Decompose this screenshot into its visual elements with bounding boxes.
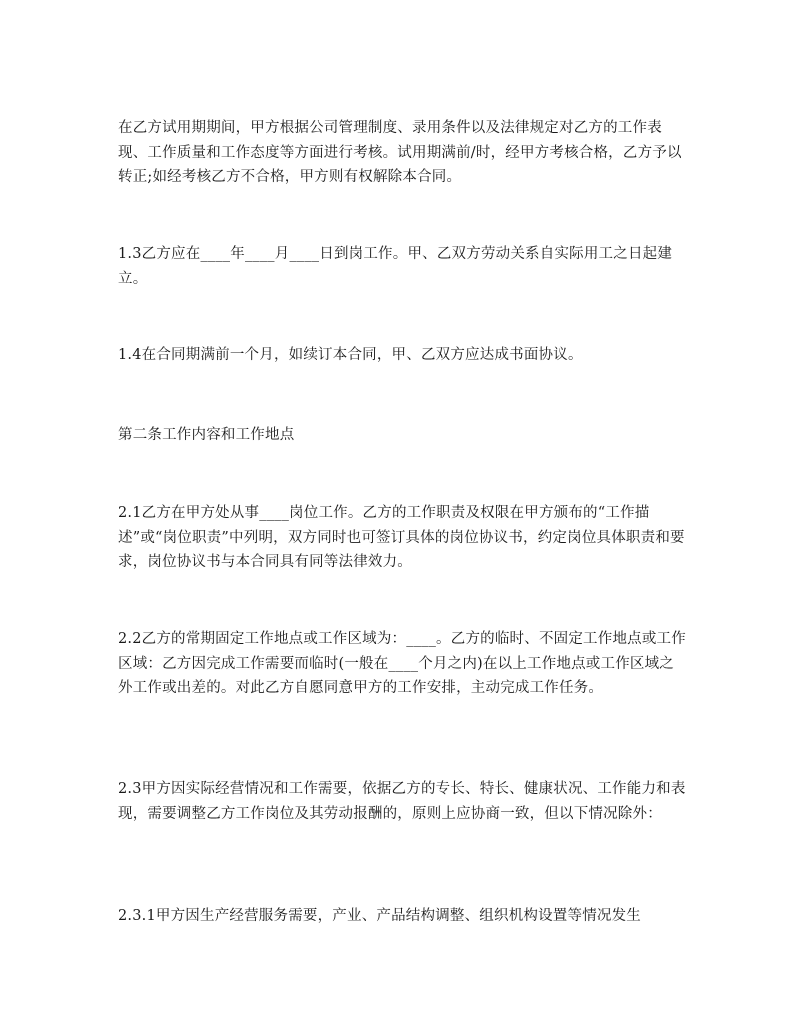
paragraph-1-3: 1.3乙方应在____年____月____日到岗工作。甲、乙双方劳动关系自实际用工之日起建立。 (118, 246, 673, 287)
paragraph-2-2: 2.2乙方的常期固定工作地点或工作区域为：____。乙方的临时、不固定工作地点或工作区域：乙方因完成工作需要而临时(一般在____个月之内)在以上工作地点或工作区域之外工作或出差的。对此乙方自愿同意甲方的工作安排，主动完成工作任务。 (118, 631, 686, 696)
paragraph-probation-assessment: 在乙方试用期期间，甲方根据公司管理制度、录用条件以及法律规定对乙方的工作表现、工作质量和工作态度等方面进行考核。试用期满前/时，经甲方考核合格，乙方予以转正;如经考核乙方不合格，甲方则有权解除本合同。 (118, 120, 682, 185)
paragraph-2-3: 2.3甲方因实际经营情况和工作需要，依据乙方的专长、特长、健康状况、工作能力和表现，需要调整乙方工作岗位及其劳动报酬的，原则上应协商一致，但以下情况除外： (118, 781, 686, 822)
paragraph-2-1: 2.1乙方在甲方处从事____岗位工作。乙方的工作职责及权限在甲方颁布的“工作描述”或“岗位职责”中列明，双方同时也可签订具体的岗位协议书，约定岗位具体职责和要求，岗位协议书与本合同具有同等法律效力。 (118, 505, 685, 570)
paragraph-2-3-1: 2.3.1甲方因生产经营服务需要，产业、产品结构调整、组织机构设置等情况发生 (118, 908, 641, 924)
section-heading-article-2: 第二条工作内容和工作地点 (118, 427, 295, 443)
paragraph-1-4: 1.4在合同期满前一个月，如续订本合同，甲、乙双方应达成书面协议。 (118, 347, 583, 363)
